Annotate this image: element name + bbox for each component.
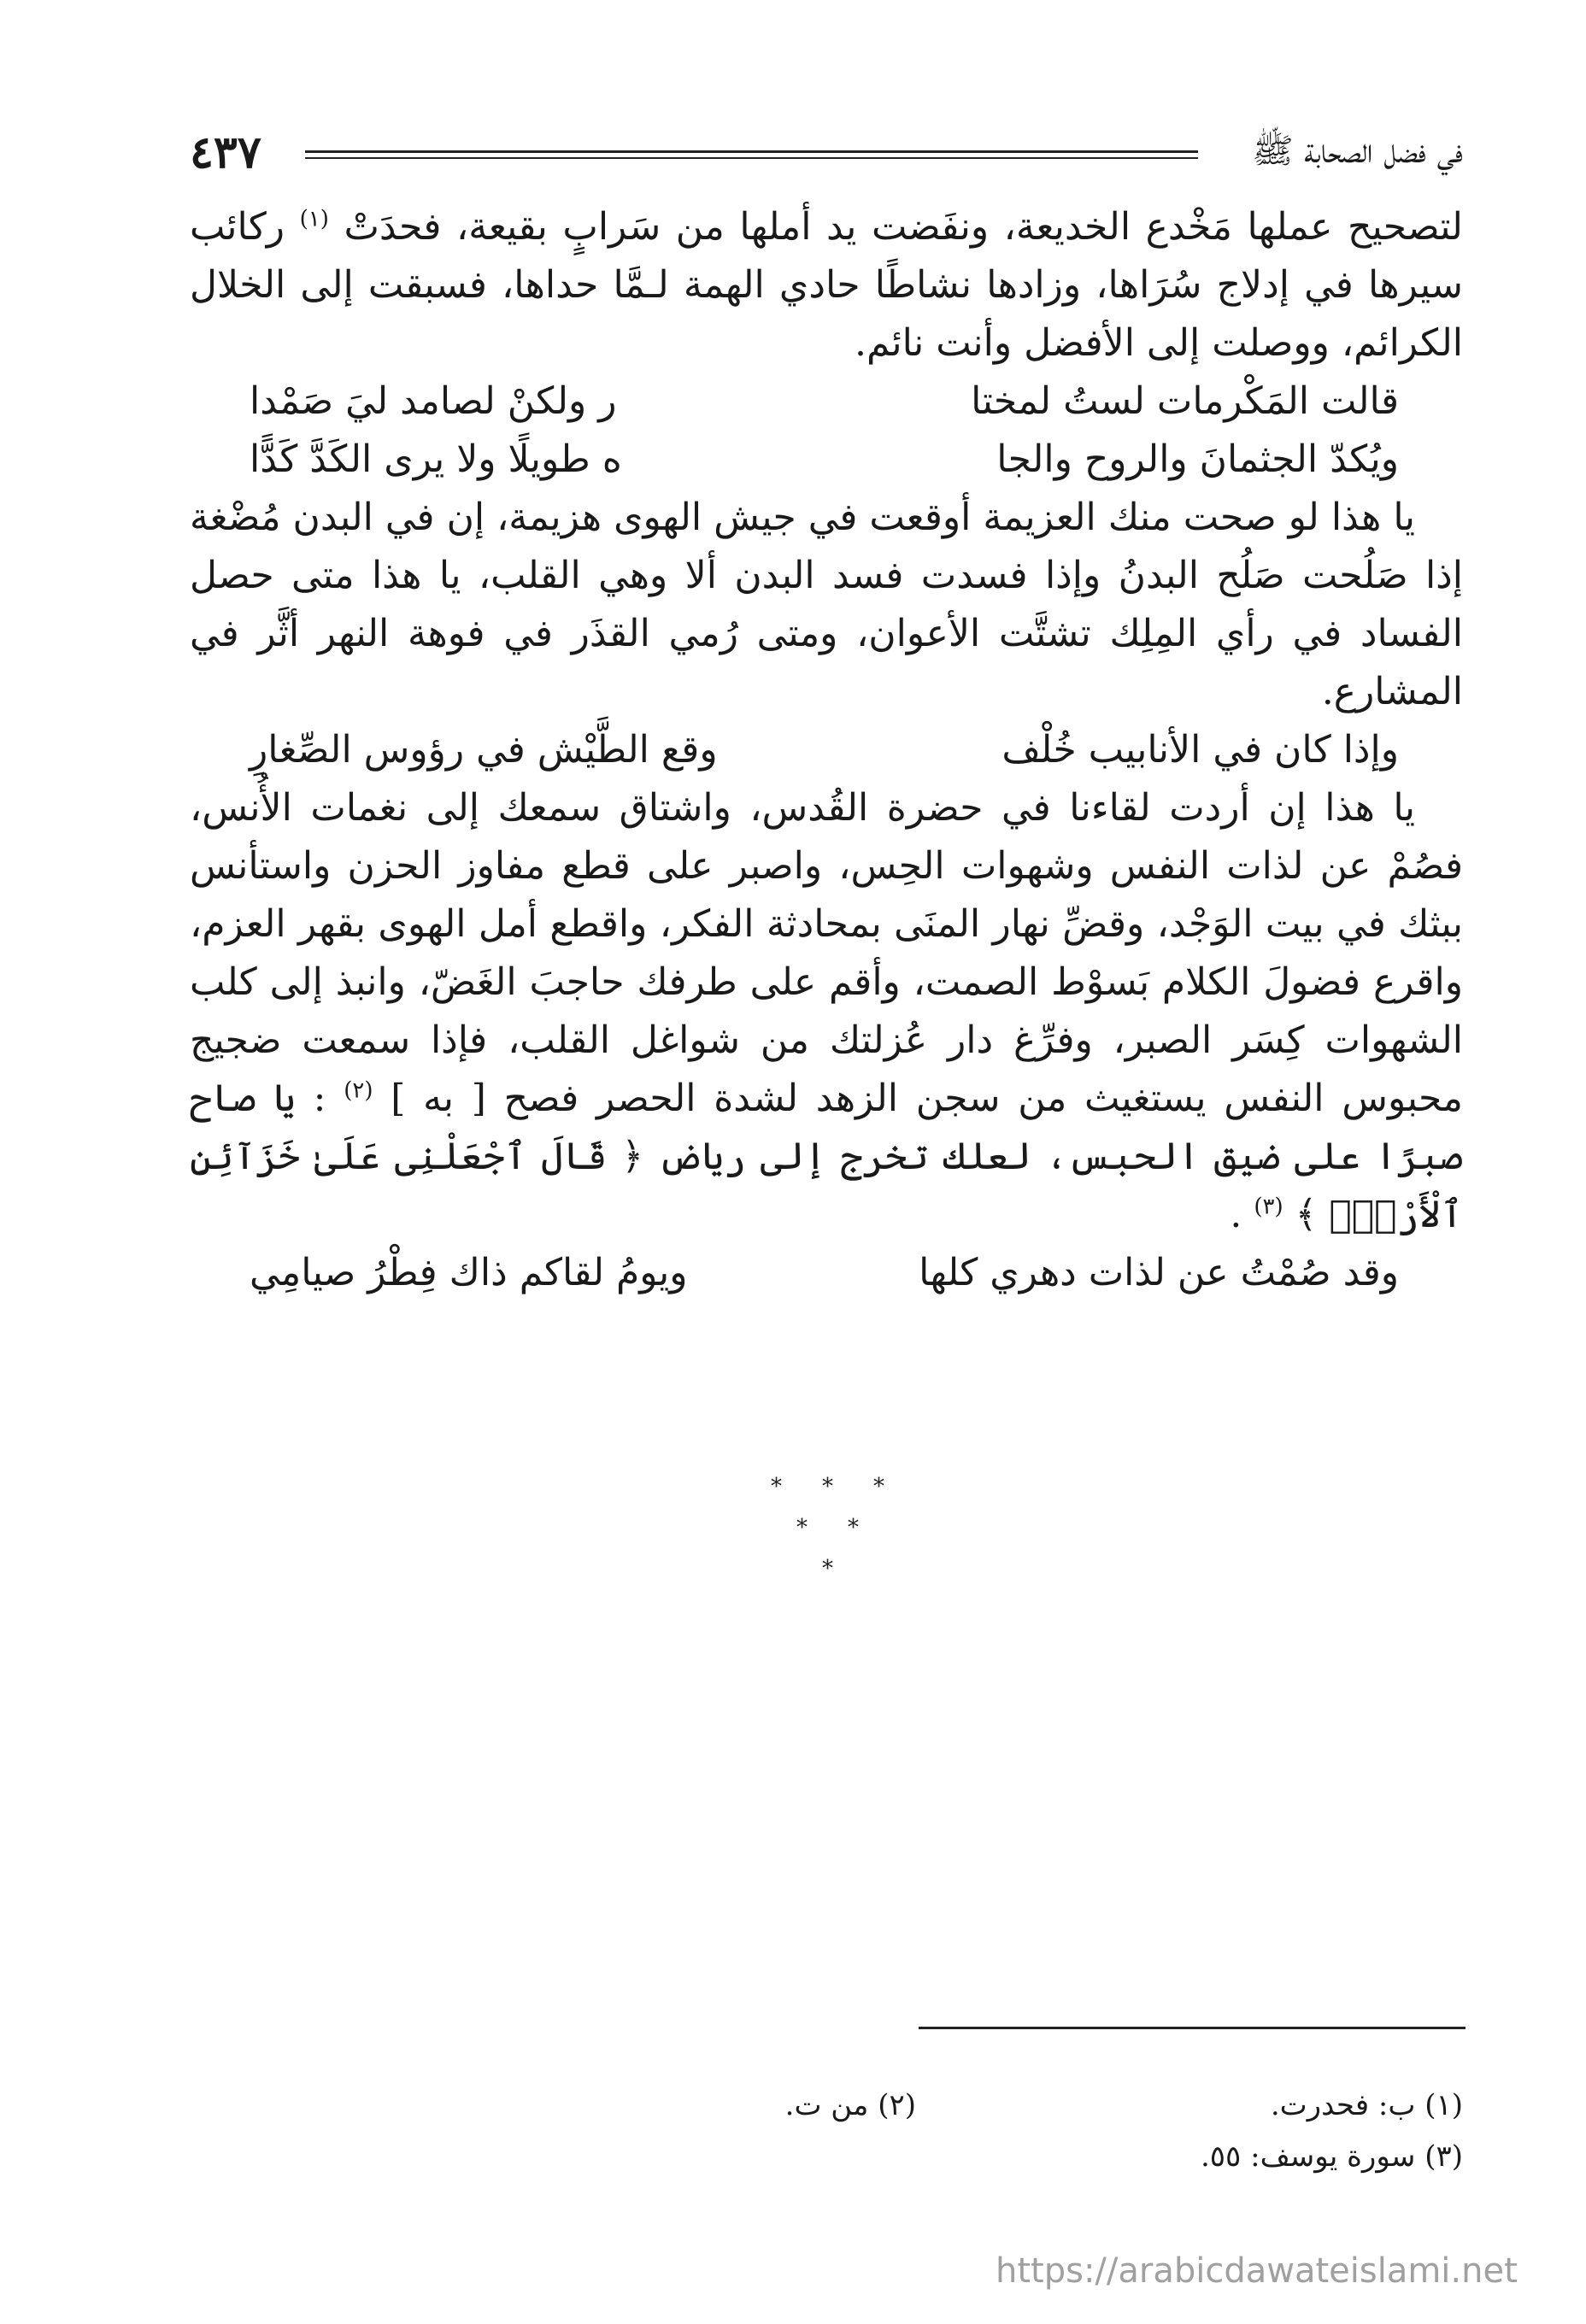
footnote-ref-1: (١): [299, 206, 329, 232]
header-rule: [305, 150, 1198, 153]
running-header: [190, 128, 1463, 179]
watermark-url: https://arabicdawateislami.net: [996, 2251, 1518, 2291]
verse-1: [190, 373, 1463, 431]
paragraph-1: [190, 198, 1463, 373]
verse-1-second-hemistich: ر ولكنْ لصامد ليَ صَمْدا: [250, 379, 617, 423]
paragraph-2: يا هذا لو صحت منك العزيمة أوقعت في جيش الهوى هزيمة، إن في البدن مُضْغة إذا صَلُحت صَلُح البدنُ وإذا فسدت فسد البدن ألا وهي القلب، يا هذا متى حصل الفساد في رأي المِلِك تشتَّت الأعوان، ومتى رُمي القذَر في فوهة النهر أثَّر في المشارع.: [190, 496, 1463, 713]
footnote-1: (١) ب: فحدرت.: [1270, 2088, 1463, 2122]
footnote-ref-2: (٢): [344, 1077, 373, 1104]
verse-4-second-hemistich: ويومُ لقاكم ذاك فِطْرُ صيامِي: [250, 1251, 688, 1294]
footnote-ref-3: (٣): [1254, 1194, 1283, 1220]
footnote-3: (٣) سورة يوسف: ٥٥.: [1200, 2139, 1463, 2174]
paragraph-3-text-cont: : يا صاح صبرًا على ضيق الحبس، لعلك تخرج إلى رياض ﴿ قَالَ ٱجْعَلْنِى عَلَىٰ خَزَآئِنِ ٱلْأَرْضِۖ ﴾: [190, 1077, 1463, 1236]
header-rule-double: [305, 157, 1198, 159]
paragraph-3-text: يا هذا إن أردت لقاءنا في حضرة القُدس، واشتاق سمعك إلى نغمات الأُنس، فصُمْ عن لذات النفس وشهوات الحِس، واصبر على قطع مفاوز الحزن واستأنس ببثك في بيت الوَجْد، وقضِّ نهار المنَى بمحادثة الفكر، واقطع أمل الهوى بقهر العزم، واقرع فضولَ الكلام بَسوْط الصمت، وأقم على طرفك حاجبَ الغَضّ، وانبذ إلى كلب الشهوات كِسَر الصبر، وفرِّغ دار عُزلتك من شواغل القلب، فإذا سمعت ضجيج محبوس النفس يستغيث من سجن الزهد لشدة الحصر فصح [ به ]: [190, 786, 1463, 1120]
body-text: [190, 198, 1463, 1302]
verse-3-first-hemistich: وإذا كان في الأنابيب خُلْف: [1002, 728, 1399, 772]
verse-2: [190, 431, 1463, 489]
verse-1-first-hemistich: قالت المَكْرمات لستُ لمختا: [971, 379, 1399, 423]
header-title: في فضل الصحابة ﷺ: [1252, 132, 1463, 171]
verse-3: [190, 721, 1463, 779]
verse-2-second-hemistich: ه طويلًا ولا يرى الكَدَّ كَدًّا: [250, 437, 622, 481]
paragraph-1-text-cont: ركائب سيرها في إدلاج سُرَاها، وزادها نشاطًا حادي الهمة لـمَّا حداها، فسبقت إلى الخلال الكرائم، ووصلت إلى الأفضل وأنت نائم.: [190, 205, 1463, 365]
star-icon: *: [796, 1515, 808, 1541]
section-divider-stars: [726, 1474, 897, 1602]
paragraph-3: [190, 779, 1463, 1244]
verse-3-second-hemistich: وقع الطَّيْش في رؤوس الصِّغارِ: [250, 728, 718, 772]
verse-4-first-hemistich: وقد صُمْتُ عن لذات دهري كلها: [919, 1251, 1399, 1294]
star-icon: *: [771, 1474, 782, 1499]
verse-2-first-hemistich: ويُكدّ الجثمانَ والروح والجا: [996, 437, 1399, 481]
star-icon: *: [848, 1515, 859, 1541]
paragraph-3-end: .: [1230, 1193, 1242, 1236]
page-number: ٤٣٧: [190, 126, 261, 179]
star-icon: *: [873, 1474, 884, 1499]
paragraph-1-text: لتصحيح عملها مَخْدع الخديعة، ونفَضت يد أملها من سَرابٍ بقيعة، فحدَتْ: [344, 205, 1463, 249]
footnote-2: (٢) من ت.: [784, 2088, 916, 2122]
star-icon: *: [822, 1556, 833, 1582]
verse-4: [190, 1244, 1463, 1302]
footnote-separator: [919, 2027, 1466, 2029]
star-icon: *: [822, 1474, 833, 1499]
